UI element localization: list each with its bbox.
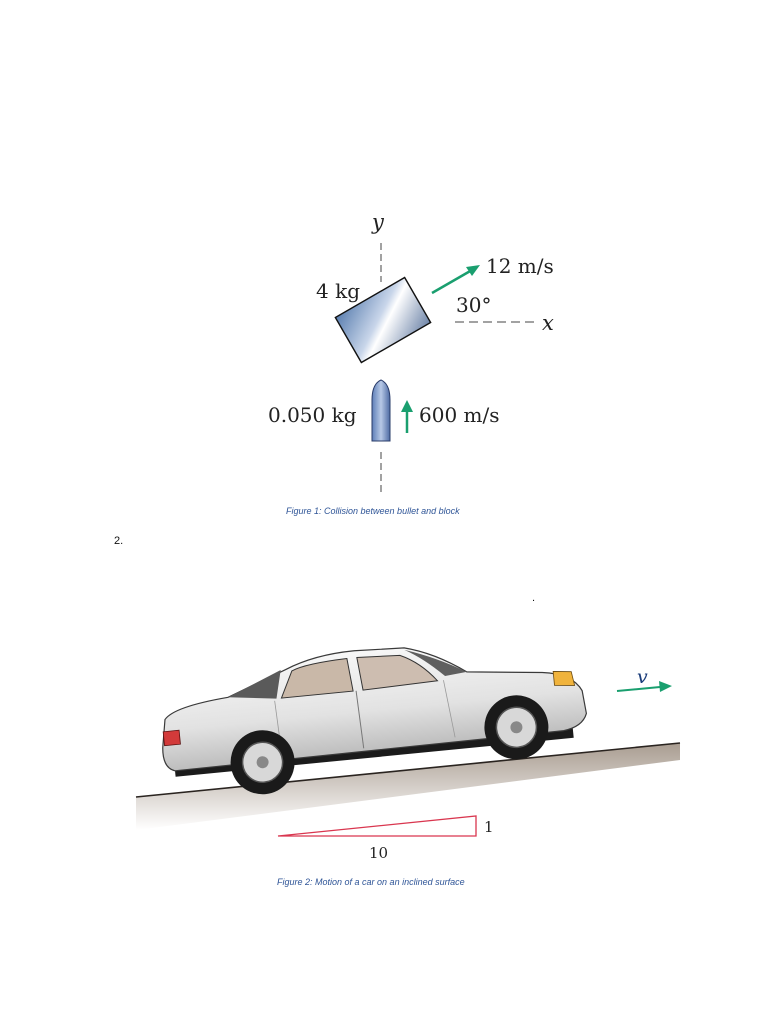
y-axis-label: y [372,210,384,234]
angle-label: 30° [456,293,492,317]
bullet-velocity-arrow [401,400,413,433]
x-axis-label: x [542,311,554,335]
slope-rise-label: 1 [484,818,494,836]
bullet [372,380,390,441]
slope-run-label: 10 [369,844,389,862]
block-velocity-label: 12 m/s [486,254,554,278]
figure-2-caption: Figure 2: Motion of a car on an inclined surface [277,877,465,887]
slope-triangle [278,816,476,836]
bullet-mass-label: 0.050 kg [268,403,357,427]
block-velocity-arrow [432,265,480,293]
item-number: 2. [114,535,124,547]
figure-1-caption: Figure 1: Collision between bullet and block [286,506,460,516]
stray-period: . [532,592,536,604]
velocity-label: v [637,666,648,688]
block-mass-label: 4 kg [316,279,361,303]
bullet-velocity-label: 600 m/s [419,403,500,427]
